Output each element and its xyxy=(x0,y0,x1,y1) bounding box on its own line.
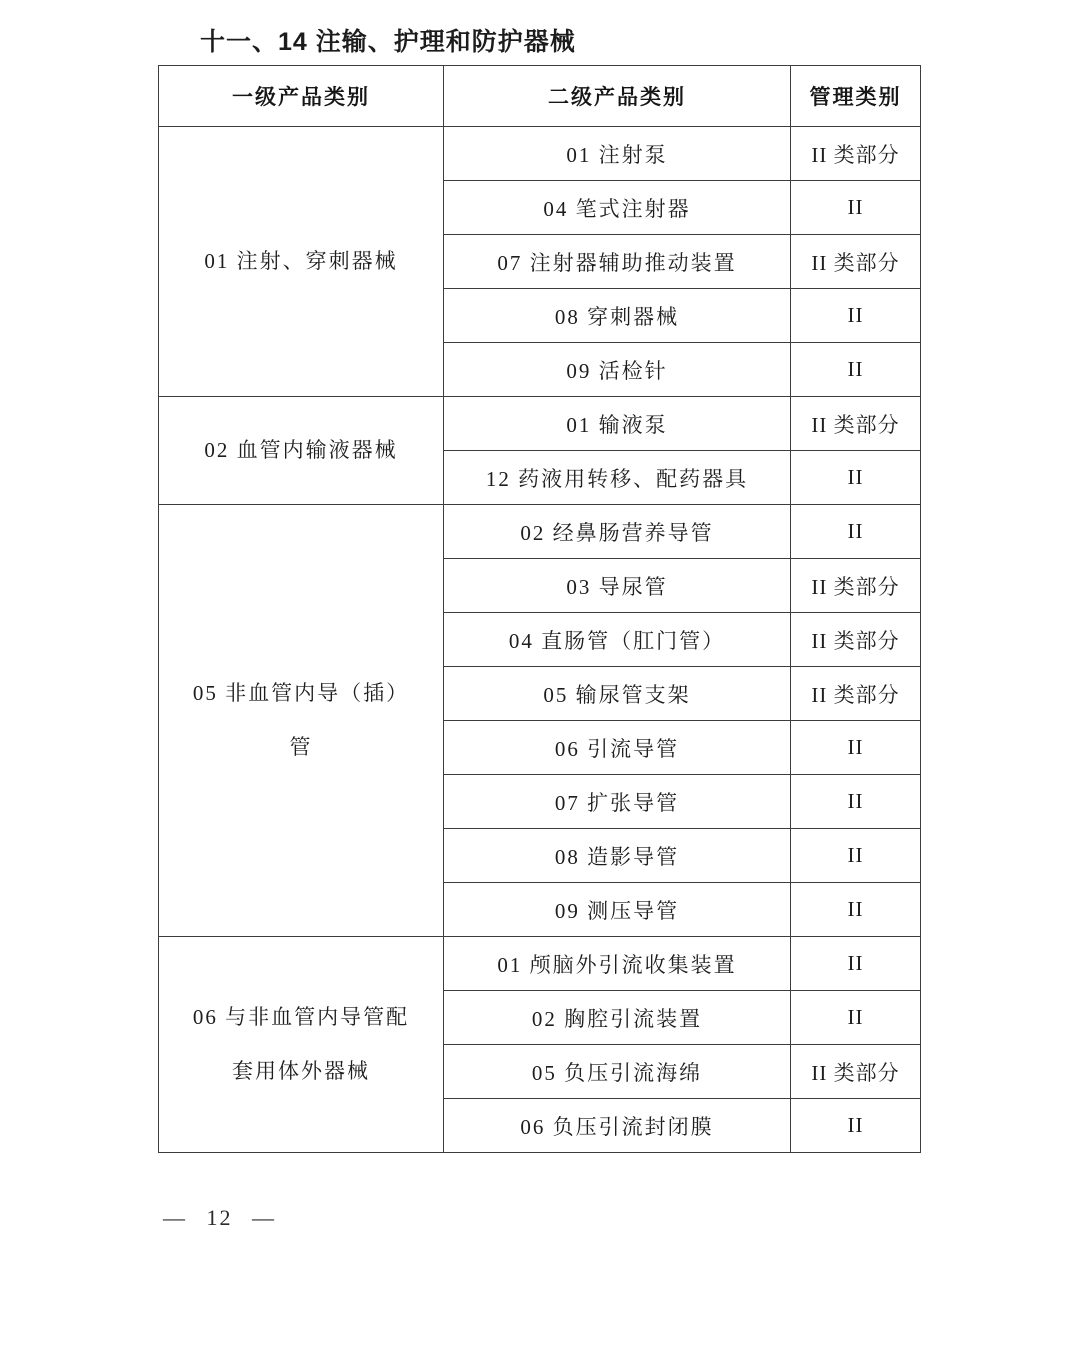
management-class-cell: II xyxy=(791,775,921,829)
category-level2-cell: 02 胸腔引流装置 xyxy=(444,991,791,1045)
category-level2-cell: 05 输尿管支架 xyxy=(444,667,791,721)
management-class-cell: II xyxy=(791,505,921,559)
category-level2-cell: 01 注射泵 xyxy=(444,127,791,181)
table-row xyxy=(159,937,921,991)
management-class-cell: II xyxy=(791,937,921,991)
category-level2-cell: 06 负压引流封闭膜 xyxy=(444,1099,791,1153)
management-class-cell: II xyxy=(791,991,921,1045)
category-level1-cell: 05 非血管内导（插）管 xyxy=(159,505,444,937)
table-row xyxy=(159,127,921,181)
category-level1-cell: 06 与非血管内导管配套用体外器械 xyxy=(159,937,444,1153)
category-level2-cell: 01 颅脑外引流收集装置 xyxy=(444,937,791,991)
table-row xyxy=(159,397,921,451)
category-level2-cell: 08 穿刺器械 xyxy=(444,289,791,343)
management-class-cell: II xyxy=(791,343,921,397)
section-title: 十一、14 注输、护理和防护器械 xyxy=(200,28,576,56)
management-class-cell: II xyxy=(791,1099,921,1153)
header-category-level1: 一级产品类别 xyxy=(159,66,444,127)
product-classification-table xyxy=(158,65,921,1153)
category-level2-cell: 03 导尿管 xyxy=(444,559,791,613)
page-number: — 12 — xyxy=(163,1205,276,1230)
category-level2-cell: 02 经鼻肠营养导管 xyxy=(444,505,791,559)
management-class-cell: II 类部分 xyxy=(791,1045,921,1099)
category-level2-cell: 07 注射器辅助推动装置 xyxy=(444,235,791,289)
header-category-level2: 二级产品类别 xyxy=(444,66,791,127)
category-level2-cell: 04 直肠管（肛门管） xyxy=(444,613,791,667)
category-level2-cell: 05 负压引流海绵 xyxy=(444,1045,791,1099)
management-class-cell: II 类部分 xyxy=(791,667,921,721)
management-class-cell: II xyxy=(791,181,921,235)
management-class-cell: II xyxy=(791,451,921,505)
management-class-cell: II 类部分 xyxy=(791,127,921,181)
management-class-cell: II 类部分 xyxy=(791,235,921,289)
management-class-cell: II 类部分 xyxy=(791,559,921,613)
header-management-class: 管理类别 xyxy=(791,66,921,127)
table-header-row xyxy=(159,66,921,127)
table-row xyxy=(159,505,921,559)
category-level2-cell: 04 笔式注射器 xyxy=(444,181,791,235)
management-class-cell: II xyxy=(791,883,921,937)
category-level2-cell: 12 药液用转移、配药器具 xyxy=(444,451,791,505)
management-class-cell: II 类部分 xyxy=(791,397,921,451)
management-class-cell: II xyxy=(791,289,921,343)
management-class-cell: II xyxy=(791,829,921,883)
category-level1-cell: 02 血管内输液器械 xyxy=(159,397,444,505)
category-level2-cell: 07 扩张导管 xyxy=(444,775,791,829)
category-level2-cell: 06 引流导管 xyxy=(444,721,791,775)
category-level1-cell: 01 注射、穿刺器械 xyxy=(159,127,444,397)
category-level2-cell: 08 造影导管 xyxy=(444,829,791,883)
management-class-cell: II 类部分 xyxy=(791,613,921,667)
category-level2-cell: 09 活检针 xyxy=(444,343,791,397)
product-table-body xyxy=(159,127,921,1153)
category-level2-cell: 09 测压导管 xyxy=(444,883,791,937)
management-class-cell: II xyxy=(791,721,921,775)
category-level2-cell: 01 输液泵 xyxy=(444,397,791,451)
